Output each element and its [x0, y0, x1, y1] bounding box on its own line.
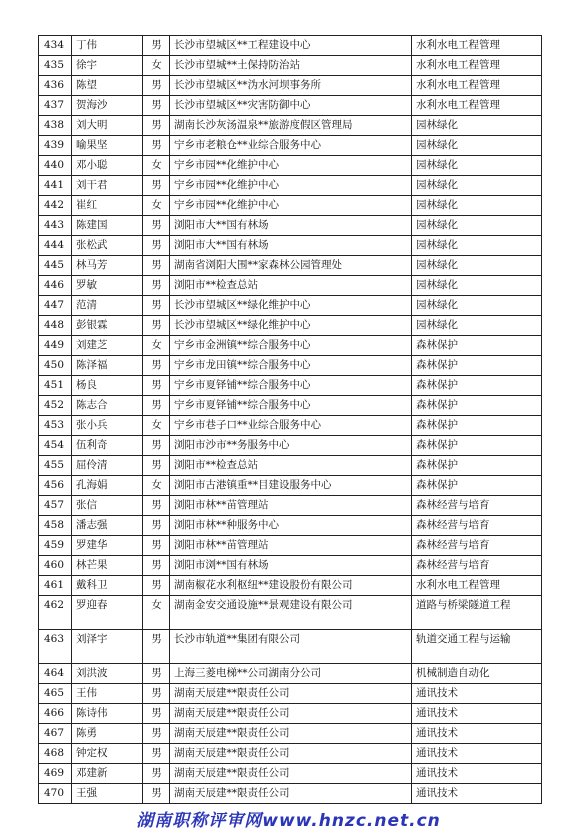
gender-cell: 男: [143, 704, 170, 724]
gender-cell: 女: [143, 596, 170, 630]
organization-cell: 浏阳市大**国有林场: [170, 216, 412, 236]
table-row: [39, 76, 542, 96]
organization-cell: 浏阳市林**种服务中心: [170, 516, 412, 536]
gender-cell: 男: [143, 36, 170, 56]
table-row: [39, 196, 542, 216]
personnel-table-sheet: [38, 35, 541, 804]
gender-cell: 男: [143, 536, 170, 556]
name-cell: 陈望: [72, 76, 143, 96]
name-cell: 王伟: [72, 684, 143, 704]
row-number-cell: 434: [39, 36, 72, 56]
row-number-cell: 448: [39, 316, 72, 336]
gender-cell: 女: [143, 476, 170, 496]
name-cell: 钟定权: [72, 744, 143, 764]
specialty-cell: 森林保护: [412, 396, 542, 416]
table-body: [39, 36, 542, 804]
gender-cell: 男: [143, 296, 170, 316]
name-cell: 陈泽福: [72, 356, 143, 376]
row-number-cell: 445: [39, 256, 72, 276]
specialty-cell: 水利水电工程管理: [412, 576, 542, 596]
name-cell: 陈建国: [72, 216, 143, 236]
organization-cell: 上海三菱电梯**公司湖南分公司: [170, 664, 412, 684]
row-number-cell: 435: [39, 56, 72, 76]
gender-cell: 女: [143, 156, 170, 176]
organization-cell: 长沙市望城**土保持防治站: [170, 56, 412, 76]
name-cell: 丁伟: [72, 36, 143, 56]
gender-cell: 男: [143, 216, 170, 236]
row-number-cell: 444: [39, 236, 72, 256]
name-cell: 张松武: [72, 236, 143, 256]
organization-cell: 湖南椒花水利枢纽**建设股份有限公司: [170, 576, 412, 596]
organization-cell: 宁乡市夏铎铺**综合服务中心: [170, 396, 412, 416]
specialty-cell: 园林绿化: [412, 196, 542, 216]
organization-cell: 长沙市望城区**绿化维护中心: [170, 316, 412, 336]
organization-cell: 湖南天辰建**限责任公司: [170, 704, 412, 724]
name-cell: 孔海娟: [72, 476, 143, 496]
table-row: [39, 630, 542, 664]
name-cell: 范清: [72, 296, 143, 316]
row-number-cell: 449: [39, 336, 72, 356]
table-row: [39, 296, 542, 316]
table-row: [39, 256, 542, 276]
specialty-cell: 森林经营与培育: [412, 536, 542, 556]
gender-cell: 男: [143, 516, 170, 536]
table-row: [39, 216, 542, 236]
row-number-cell: 443: [39, 216, 72, 236]
specialty-cell: 园林绿化: [412, 136, 542, 156]
name-cell: 刘洪波: [72, 664, 143, 684]
gender-cell: 女: [143, 56, 170, 76]
organization-cell: 长沙市望城区**沩水河坝事务所: [170, 76, 412, 96]
table-row: [39, 456, 542, 476]
specialty-cell: 通讯技术: [412, 784, 542, 804]
table-row: [39, 336, 542, 356]
name-cell: 罗建华: [72, 536, 143, 556]
gender-cell: 男: [143, 396, 170, 416]
row-number-cell: 458: [39, 516, 72, 536]
table-row: [39, 356, 542, 376]
table-row: [39, 516, 542, 536]
specialty-cell: 道路与桥梁隧道工程: [412, 596, 542, 630]
row-number-cell: 452: [39, 396, 72, 416]
specialty-cell: 通讯技术: [412, 724, 542, 744]
specialty-cell: 森林经营与培育: [412, 556, 542, 576]
row-number-cell: 467: [39, 724, 72, 744]
name-cell: 徐宇: [72, 56, 143, 76]
table-row: [39, 724, 542, 744]
row-number-cell: 442: [39, 196, 72, 216]
table-row: [39, 56, 542, 76]
table-row: [39, 744, 542, 764]
specialty-cell: 园林绿化: [412, 316, 542, 336]
table-row: [39, 536, 542, 556]
organization-cell: 浏阳市**检查总站: [170, 276, 412, 296]
row-number-cell: 456: [39, 476, 72, 496]
table-row: [39, 764, 542, 784]
specialty-cell: 园林绿化: [412, 236, 542, 256]
name-cell: 戴科卫: [72, 576, 143, 596]
row-number-cell: 466: [39, 704, 72, 724]
gender-cell: 男: [143, 376, 170, 396]
gender-cell: 男: [143, 576, 170, 596]
organization-cell: 宁乡市金洲镇**综合服务中心: [170, 336, 412, 356]
row-number-cell: 447: [39, 296, 72, 316]
row-number-cell: 451: [39, 376, 72, 396]
row-number-cell: 450: [39, 356, 72, 376]
name-cell: 邓小聪: [72, 156, 143, 176]
specialty-cell: 园林绿化: [412, 116, 542, 136]
site-watermark: 湖南职称评审网www.hnzc.net.cn: [136, 811, 441, 831]
organization-cell: 湖南天辰建**限责任公司: [170, 724, 412, 744]
specialty-cell: 园林绿化: [412, 276, 542, 296]
table-row: [39, 176, 542, 196]
organization-cell: 浏阳市林**苗管理站: [170, 536, 412, 556]
organization-cell: 湖南天辰建**限责任公司: [170, 784, 412, 804]
name-cell: 陈勇: [72, 724, 143, 744]
row-number-cell: 465: [39, 684, 72, 704]
organization-cell: 长沙市望城区**灾害防御中心: [170, 96, 412, 116]
row-number-cell: 439: [39, 136, 72, 156]
name-cell: 崔红: [72, 196, 143, 216]
name-cell: 喻果坚: [72, 136, 143, 156]
table-row: [39, 156, 542, 176]
name-cell: 张信: [72, 496, 143, 516]
gender-cell: 男: [143, 456, 170, 476]
name-cell: 陈诗伟: [72, 704, 143, 724]
name-cell: 贺海沙: [72, 96, 143, 116]
specialty-cell: 森林保护: [412, 476, 542, 496]
table-row: [39, 116, 542, 136]
row-number-cell: 436: [39, 76, 72, 96]
gender-cell: 女: [143, 196, 170, 216]
table-row: [39, 316, 542, 336]
table-row: [39, 704, 542, 724]
gender-cell: 男: [143, 236, 170, 256]
row-number-cell: 441: [39, 176, 72, 196]
specialty-cell: 园林绿化: [412, 176, 542, 196]
gender-cell: 男: [143, 664, 170, 684]
organization-cell: 浏阳市大**国有林场: [170, 236, 412, 256]
table-row: [39, 496, 542, 516]
name-cell: 林芒果: [72, 556, 143, 576]
name-cell: 刘大明: [72, 116, 143, 136]
specialty-cell: 园林绿化: [412, 156, 542, 176]
gender-cell: 女: [143, 336, 170, 356]
gender-cell: 男: [143, 630, 170, 664]
specialty-cell: 通讯技术: [412, 764, 542, 784]
name-cell: 张小兵: [72, 416, 143, 436]
organization-cell: 宁乡市巷子口**业综合服务中心: [170, 416, 412, 436]
organization-cell: 湖南天辰建**限责任公司: [170, 764, 412, 784]
name-cell: 刘建芝: [72, 336, 143, 356]
specialty-cell: 园林绿化: [412, 296, 542, 316]
organization-cell: 湖南长沙灰汤温泉**旅游度假区管理局: [170, 116, 412, 136]
gender-cell: 男: [143, 176, 170, 196]
organization-cell: 浏阳市浏**国有林场: [170, 556, 412, 576]
table-row: [39, 596, 542, 630]
specialty-cell: 森林保护: [412, 436, 542, 456]
name-cell: 林马芳: [72, 256, 143, 276]
table-row: [39, 376, 542, 396]
gender-cell: 男: [143, 764, 170, 784]
table-row: [39, 236, 542, 256]
name-cell: 王强: [72, 784, 143, 804]
name-cell: 刘干君: [72, 176, 143, 196]
gender-cell: 男: [143, 116, 170, 136]
name-cell: 罗敏: [72, 276, 143, 296]
organization-cell: 宁乡市园**化维护中心: [170, 176, 412, 196]
specialty-cell: 通讯技术: [412, 744, 542, 764]
row-number-cell: 438: [39, 116, 72, 136]
specialty-cell: 森林保护: [412, 376, 542, 396]
row-number-cell: 462: [39, 596, 72, 630]
gender-cell: 男: [143, 276, 170, 296]
gender-cell: 男: [143, 556, 170, 576]
table-row: [39, 396, 542, 416]
table-row: [39, 664, 542, 684]
gender-cell: 男: [143, 784, 170, 804]
name-cell: 陈志合: [72, 396, 143, 416]
row-number-cell: 469: [39, 764, 72, 784]
row-number-cell: 446: [39, 276, 72, 296]
specialty-cell: 园林绿化: [412, 216, 542, 236]
organization-cell: 浏阳市林**苗管理站: [170, 496, 412, 516]
organization-cell: 宁乡市夏铎铺**综合服务中心: [170, 376, 412, 396]
organization-cell: 湖南天辰建**限责任公司: [170, 744, 412, 764]
name-cell: 刘泽宇: [72, 630, 143, 664]
organization-cell: 长沙市望城区**绿化维护中心: [170, 296, 412, 316]
row-number-cell: 470: [39, 784, 72, 804]
gender-cell: 男: [143, 96, 170, 116]
specialty-cell: 森林保护: [412, 356, 542, 376]
row-number-cell: 468: [39, 744, 72, 764]
organization-cell: 湖南省浏阳大围**家森林公园管理处: [170, 256, 412, 276]
name-cell: 潘志强: [72, 516, 143, 536]
table-row: [39, 96, 542, 116]
specialty-cell: 森林保护: [412, 416, 542, 436]
gender-cell: 男: [143, 76, 170, 96]
specialty-cell: 森林保护: [412, 336, 542, 356]
specialty-cell: 水利水电工程管理: [412, 56, 542, 76]
table-row: [39, 276, 542, 296]
table-row: [39, 784, 542, 804]
name-cell: 杨良: [72, 376, 143, 396]
table-row: [39, 476, 542, 496]
organization-cell: 长沙市望城区**工程建设中心: [170, 36, 412, 56]
specialty-cell: 森林经营与培育: [412, 516, 542, 536]
gender-cell: 男: [143, 724, 170, 744]
row-number-cell: 464: [39, 664, 72, 684]
gender-cell: 男: [143, 316, 170, 336]
organization-cell: 宁乡市园**化维护中心: [170, 156, 412, 176]
row-number-cell: 460: [39, 556, 72, 576]
specialty-cell: 水利水电工程管理: [412, 76, 542, 96]
specialty-cell: 通讯技术: [412, 684, 542, 704]
row-number-cell: 457: [39, 496, 72, 516]
row-number-cell: 437: [39, 96, 72, 116]
row-number-cell: 463: [39, 630, 72, 664]
row-number-cell: 453: [39, 416, 72, 436]
table-row: [39, 436, 542, 456]
table-row: [39, 416, 542, 436]
specialty-cell: 轨道交通工程与运输: [412, 630, 542, 664]
gender-cell: 女: [143, 416, 170, 436]
gender-cell: 男: [143, 684, 170, 704]
table-row: [39, 556, 542, 576]
name-cell: 屈伶清: [72, 456, 143, 476]
gender-cell: 男: [143, 436, 170, 456]
name-cell: 伍利奇: [72, 436, 143, 456]
gender-cell: 男: [143, 496, 170, 516]
specialty-cell: 水利水电工程管理: [412, 96, 542, 116]
personnel-table: [38, 35, 542, 804]
specialty-cell: 森林保护: [412, 456, 542, 476]
row-number-cell: 440: [39, 156, 72, 176]
row-number-cell: 454: [39, 436, 72, 456]
specialty-cell: 园林绿化: [412, 256, 542, 276]
specialty-cell: 水利水电工程管理: [412, 36, 542, 56]
specialty-cell: 通讯技术: [412, 704, 542, 724]
table-row: [39, 136, 542, 156]
organization-cell: 长沙市轨道**集团有限公司: [170, 630, 412, 664]
name-cell: 邓建新: [72, 764, 143, 784]
gender-cell: 男: [143, 136, 170, 156]
organization-cell: 湖南金安交通设施**景观建设有限公司: [170, 596, 412, 630]
table-row: [39, 684, 542, 704]
organization-cell: 宁乡市老粮仓**业综合服务中心: [170, 136, 412, 156]
row-number-cell: 459: [39, 536, 72, 556]
name-cell: 彭银霖: [72, 316, 143, 336]
specialty-cell: 机械制造自动化: [412, 664, 542, 684]
organization-cell: 宁乡市龙田镇**综合服务中心: [170, 356, 412, 376]
table-row: [39, 36, 542, 56]
organization-cell: 浏阳市**检查总站: [170, 456, 412, 476]
organization-cell: 浏阳市古港镇重**目建设服务中心: [170, 476, 412, 496]
organization-cell: 宁乡市园**化维护中心: [170, 196, 412, 216]
row-number-cell: 455: [39, 456, 72, 476]
gender-cell: 男: [143, 256, 170, 276]
gender-cell: 男: [143, 744, 170, 764]
organization-cell: 湖南天辰建**限责任公司: [170, 684, 412, 704]
gender-cell: 男: [143, 356, 170, 376]
specialty-cell: 森林经营与培育: [412, 496, 542, 516]
table-row: [39, 576, 542, 596]
organization-cell: 浏阳市沙市**务服务中心: [170, 436, 412, 456]
name-cell: 罗迎春: [72, 596, 143, 630]
row-number-cell: 461: [39, 576, 72, 596]
